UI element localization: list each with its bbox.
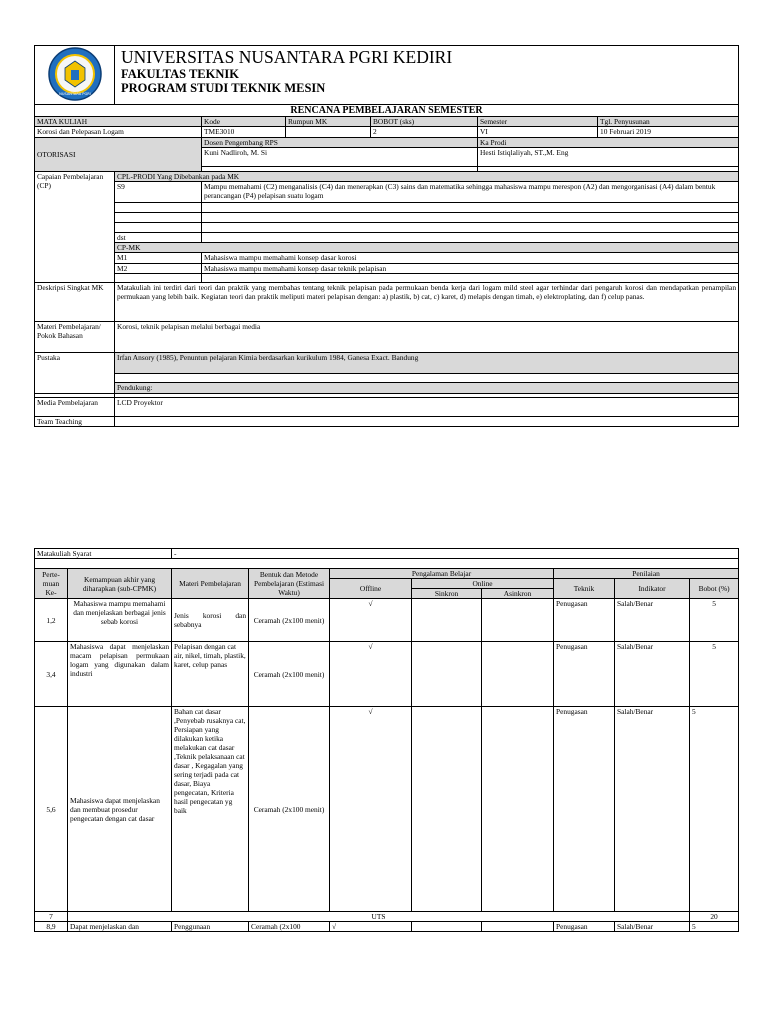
row-materi: Penggunaan bbox=[172, 922, 249, 932]
dosen-value: Kuni Nadliroh, M. Si bbox=[202, 147, 478, 166]
col-materi: Materi Pembelajaran bbox=[172, 569, 249, 599]
value-mata-kuliah: Korosi dan Pelepasan Logam bbox=[35, 127, 202, 137]
label-bobot: BOBOT (sks) bbox=[371, 117, 478, 127]
value-rumpun bbox=[286, 127, 371, 137]
university-name: UNIVERSITAS NUSANTARA PGRI KEDIRI bbox=[121, 47, 453, 67]
label-kode: Kode bbox=[202, 117, 286, 127]
dst-label: dst bbox=[115, 233, 202, 243]
row-kemampuan: Mahasiswa dapat menjelaskan dan membuat prosedur pengecatan dengan cat dasar bbox=[68, 707, 172, 912]
capaian-label: Capaian Pembelajaran (CP) bbox=[35, 171, 115, 282]
dosen-label: Dosen Pengembang RPS bbox=[202, 137, 478, 147]
row-asinkron bbox=[482, 642, 554, 707]
row-indikator: Salah/Benar bbox=[615, 599, 690, 642]
m1-text: Mahasiswa mampu memahami konsep dasar korosi bbox=[202, 253, 739, 263]
deskripsi-text: Matakuliah ini terdiri dari teori dan praktik yang membahas tentang teknik pelapisan pada permukaan benda kerja dari logam mild steel agar terhindar dari pengaruh korosi dan mendapatkan penampilan permukaan yang lebih baik. Kegiatan teori dan praktik meliputi materi pelapisan dengan: a) plastik, b) cat, c) karet, d) melapis dengan timah, e) elektroplating, dan f) celup panas. bbox=[115, 282, 739, 321]
row-indikator: Salah/Benar bbox=[615, 642, 690, 707]
cpmk-header: CP-MK bbox=[115, 243, 739, 253]
row-materi: Bahan cat dasar ,Penyebab rusaknya cat, Persiapan yang dilakukan ketika melakukan cat dasar ,Teknik pelaksanaan cat dasar , Kegagalan yang sering terjadi pada cat dasar, Biaya pengecatan, Kriteria hasil pengecatan yg baik bbox=[172, 707, 249, 912]
row-bentuk: Ceramah (2x100 bbox=[249, 922, 330, 932]
materi-text: Korosi, teknik pelapisan melalui berbagai media bbox=[115, 321, 739, 352]
uts-label: UTS bbox=[68, 912, 690, 922]
row-bobot: 5 bbox=[690, 922, 739, 932]
logo-cell bbox=[35, 46, 115, 105]
row-kemampuan: Mahasiswa dapat menjelaskan macam pelapisan permukaan logam yang digunakan dalam industri bbox=[68, 642, 172, 707]
label-semester: Semester bbox=[478, 117, 598, 127]
course-info-labels-row bbox=[35, 117, 739, 127]
uts-bobot: 20 bbox=[690, 912, 739, 922]
row-bobot: 5 bbox=[690, 599, 739, 642]
row-bentuk: Ceramah (2x100 menit) bbox=[249, 707, 330, 912]
row-pertemuan: 5,6 bbox=[35, 707, 68, 912]
row-teknik: Penugasan bbox=[554, 922, 615, 932]
row-materi: Jenis korosi dan sebabnya bbox=[172, 599, 249, 642]
uts-row bbox=[35, 912, 739, 922]
row-materi: Pelapisan dengan cat air, nikel, timah, plastik, karet, celup panas bbox=[172, 642, 249, 707]
value-tgl: 10 Februari 2019 bbox=[598, 127, 739, 137]
row-teknik: Penugasan bbox=[554, 707, 615, 912]
row-offline-check: √ bbox=[330, 922, 412, 932]
weekly-plan-table bbox=[34, 548, 739, 932]
cpl-header: CPL-PRODI Yang Dibebankan pada MK bbox=[115, 171, 739, 181]
row-bobot: 5 bbox=[690, 707, 739, 912]
col-pertemuan: Perte-muan Ke- bbox=[35, 569, 68, 599]
col-bentuk: Bentuk dan Metode Pembelajaran (Estimasi Waktu) bbox=[249, 569, 330, 599]
row-offline-check: √ bbox=[330, 642, 412, 707]
table-row bbox=[35, 922, 739, 932]
row-kemampuan: Dapat menjelaskan dan bbox=[68, 922, 172, 932]
prasyarat-value: - bbox=[172, 549, 739, 559]
row-indikator: Salah/Benar bbox=[615, 707, 690, 912]
kaprodi-value: Hesti Istiqlaliyah, ST.,M. Eng bbox=[478, 147, 739, 166]
prasyarat-label: Matakuliah Syarat bbox=[35, 549, 172, 559]
row-offline-check: √ bbox=[330, 707, 412, 912]
table-row bbox=[35, 642, 739, 707]
university-logo bbox=[47, 46, 103, 102]
label-tgl: Tgl. Penyusunan bbox=[598, 117, 739, 127]
row-kemampuan: Mahasiswa mampu memahami dan menjelaskan berbagai jenis sebab korosi bbox=[68, 599, 172, 642]
deskripsi-label: Deskripsi Singkat MK bbox=[35, 282, 115, 321]
row-offline-check: √ bbox=[330, 599, 412, 642]
row-sinkron bbox=[412, 642, 482, 707]
col-kemampuan: Kemampuan akhir yang diharapkan (sub-CPMK) bbox=[68, 569, 172, 599]
otorisasi-label: OTORISASI bbox=[35, 137, 202, 171]
col-teknik: Teknik bbox=[554, 579, 615, 599]
s9-code: S9 bbox=[115, 182, 202, 203]
row-teknik: Penugasan bbox=[554, 599, 615, 642]
col-asinkron: Asinkron bbox=[482, 589, 554, 599]
value-bobot: 2 bbox=[371, 127, 478, 137]
header-text-cell bbox=[115, 46, 739, 105]
weekly-plan-section bbox=[34, 548, 738, 932]
table-row bbox=[35, 707, 739, 912]
pustaka-text: Irfan Ansory (1985), Penuntun pelajaran Kimia berdasarkan kurikulum 1984, Ganesa Exact. Bandung bbox=[115, 352, 739, 373]
row-teknik: Penugasan bbox=[554, 642, 615, 707]
media-text: LCD Proyektor bbox=[115, 397, 739, 416]
materi-label: Materi Pembelajaran/ Pokok Bahasan bbox=[35, 321, 115, 352]
kaprodi-label: Ka Prodi bbox=[478, 137, 739, 147]
col-penilaian: Penilaian bbox=[554, 569, 739, 579]
value-semester: VI bbox=[478, 127, 598, 137]
m2-text: Mahasiswa mampu memahami konsep dasar teknik pelapisan bbox=[202, 263, 739, 273]
table-row bbox=[35, 599, 739, 642]
col-bobot: Bobot (%) bbox=[690, 579, 739, 599]
rps-document bbox=[34, 45, 738, 427]
m1-code: M1 bbox=[115, 253, 202, 263]
pustaka-label: Pustaka bbox=[35, 352, 115, 393]
team-text bbox=[115, 416, 739, 426]
label-rumpun: Rumpun MK bbox=[286, 117, 371, 127]
row-bobot: 5 bbox=[690, 642, 739, 707]
media-label: Media Pembelajaran bbox=[35, 397, 115, 416]
row-sinkron bbox=[412, 707, 482, 912]
row-pertemuan: 8,9 bbox=[35, 922, 68, 932]
logo-ring-text: NUSANTARA PGRI bbox=[58, 92, 91, 96]
program-name: PROGRAM STUDI TEKNIK MESIN bbox=[121, 81, 326, 95]
value-kode: TME3010 bbox=[202, 127, 286, 137]
col-online: Online bbox=[412, 579, 554, 589]
row-pertemuan: 1,2 bbox=[35, 599, 68, 642]
m2-code: M2 bbox=[115, 263, 202, 273]
document-title: RENCANA PEMBELAJARAN SEMESTER bbox=[35, 105, 739, 117]
col-pengalaman: Pengalaman Belajar bbox=[330, 569, 554, 579]
team-label: Team Teaching bbox=[35, 416, 115, 426]
col-indikator: Indikator bbox=[615, 579, 690, 599]
col-offline: Offline bbox=[330, 579, 412, 599]
row-pertemuan: 3,4 bbox=[35, 642, 68, 707]
pendukung-label: Pendukung: bbox=[115, 382, 739, 393]
label-mata-kuliah: MATA KULIAH bbox=[35, 117, 202, 127]
row-bentuk: Ceramah (2x100 menit) bbox=[249, 642, 330, 707]
faculty-name: FAKULTAS TEKNIK bbox=[121, 67, 239, 81]
row-bentuk: Ceramah (2x100 menit) bbox=[249, 599, 330, 642]
course-info-values-row bbox=[35, 127, 739, 137]
rps-header-table bbox=[34, 45, 739, 427]
row-asinkron bbox=[482, 599, 554, 642]
uts-pertemuan: 7 bbox=[35, 912, 68, 922]
col-sinkron: Sinkron bbox=[412, 589, 482, 599]
row-asinkron bbox=[482, 707, 554, 912]
row-sinkron bbox=[412, 599, 482, 642]
s9-text: Mampu memahami (C2) menganalisis (C4) dan menerapkan (C3) sains dan matematika sehingga mahasiswa mampu merespon (A2) dan mengorganisasi (A4) dalam bentuk perancangan (P4) pelapisan suatu logam bbox=[202, 182, 739, 203]
row-indikator: Salah/Benar bbox=[615, 922, 690, 932]
